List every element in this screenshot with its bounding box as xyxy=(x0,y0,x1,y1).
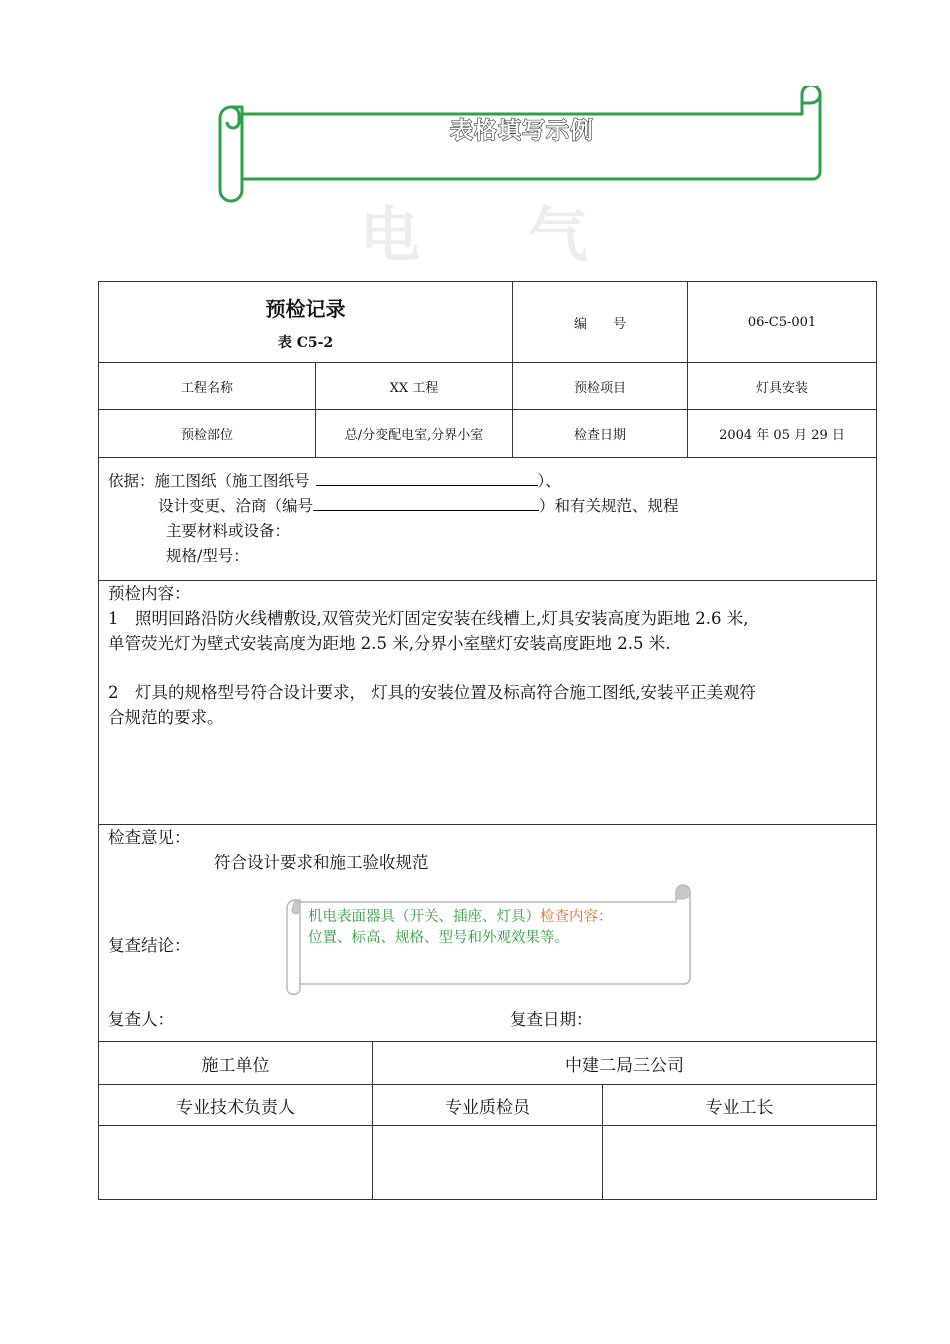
inspect-item-value: 灯具安装 xyxy=(688,363,877,410)
foreman-label: 专业工长 xyxy=(603,1085,877,1126)
note-line-1: 机电表面器具（开关、插座、灯具）检查内容： xyxy=(308,909,613,925)
note-text xyxy=(308,907,613,949)
drawing-number-blank xyxy=(316,469,538,486)
materials-label: 主要材料或设备： xyxy=(166,522,291,540)
company-value: 中建二局三公司 xyxy=(373,1042,877,1085)
company-label: 施工单位 xyxy=(99,1042,373,1085)
tech-lead-signature xyxy=(99,1126,373,1200)
content-label: 预检内容： xyxy=(108,584,191,603)
scroll-banner xyxy=(214,86,828,206)
inspect-item-label: 预检项目 xyxy=(513,363,688,410)
foreman-signature xyxy=(603,1126,877,1200)
content-item2-line2: 合规范的要求。 xyxy=(108,708,224,727)
project-name-value: XX 工程 xyxy=(316,363,513,410)
inspect-date-label: 检查日期 xyxy=(513,410,688,458)
inspect-part-value: 总/分变配电室,分界小室 xyxy=(316,410,513,458)
content-item2-line1: 2 灯具的规格型号符合设计要求， 灯具的安装位置及标高符合施工图纸,安装平正美观符 xyxy=(108,683,756,702)
form-code: 表 C5-2 xyxy=(277,334,334,351)
form-title-cell xyxy=(99,282,513,363)
review-conclusion-label: 复查结论： xyxy=(108,936,191,955)
content-item1-line1: 1 照明回路沿防火线槽敷设,双管荧光灯固定安装在线槽上,灯具安装高度为距地 2.6 米, xyxy=(108,609,749,628)
basis-line-1: 依据：施工图纸（施工图纸号 ）、 xyxy=(108,469,561,494)
qc-inspector-label: 专业质检员 xyxy=(373,1085,603,1126)
watermark-char: 气 xyxy=(528,201,588,271)
change-number-blank xyxy=(313,494,539,511)
inspect-date-value: 2004 年 05 月 29 日 xyxy=(688,410,877,458)
spec-label: 规格/型号： xyxy=(166,547,249,565)
review-date-label: 复查日期： xyxy=(510,1010,593,1029)
project-name-label: 工程名称 xyxy=(99,363,316,410)
content-item1-line2: 单管荧光灯为壁式安装高度为距地 2.5 米,分界小室壁灯安装高度距地 2.5 米. xyxy=(108,634,671,653)
basis-line-2: 设计变更、洽商（编号 ）和有关规范、规程 xyxy=(158,494,679,519)
opinion-label: 检查意见： xyxy=(108,828,191,847)
number-value: 06-C5-001 xyxy=(688,282,877,363)
form-title: 预检记录 xyxy=(265,296,346,321)
inspection-form xyxy=(98,281,877,1200)
qc-inspector-signature xyxy=(373,1126,603,1200)
watermark-char: 电 xyxy=(360,201,420,271)
note-line-2: 位置、标高、规格、型号和外观效果等。 xyxy=(308,930,569,946)
reviewer-label: 复查人： xyxy=(108,1010,174,1029)
inspect-part-label: 预检部位 xyxy=(99,410,316,458)
opinion-text: 符合设计要求和施工验收规范 xyxy=(214,853,429,872)
number-label: 编 号 xyxy=(513,282,688,363)
tech-lead-label: 专业技术负责人 xyxy=(99,1085,373,1126)
banner-title: 表格填写示例 xyxy=(450,118,594,144)
